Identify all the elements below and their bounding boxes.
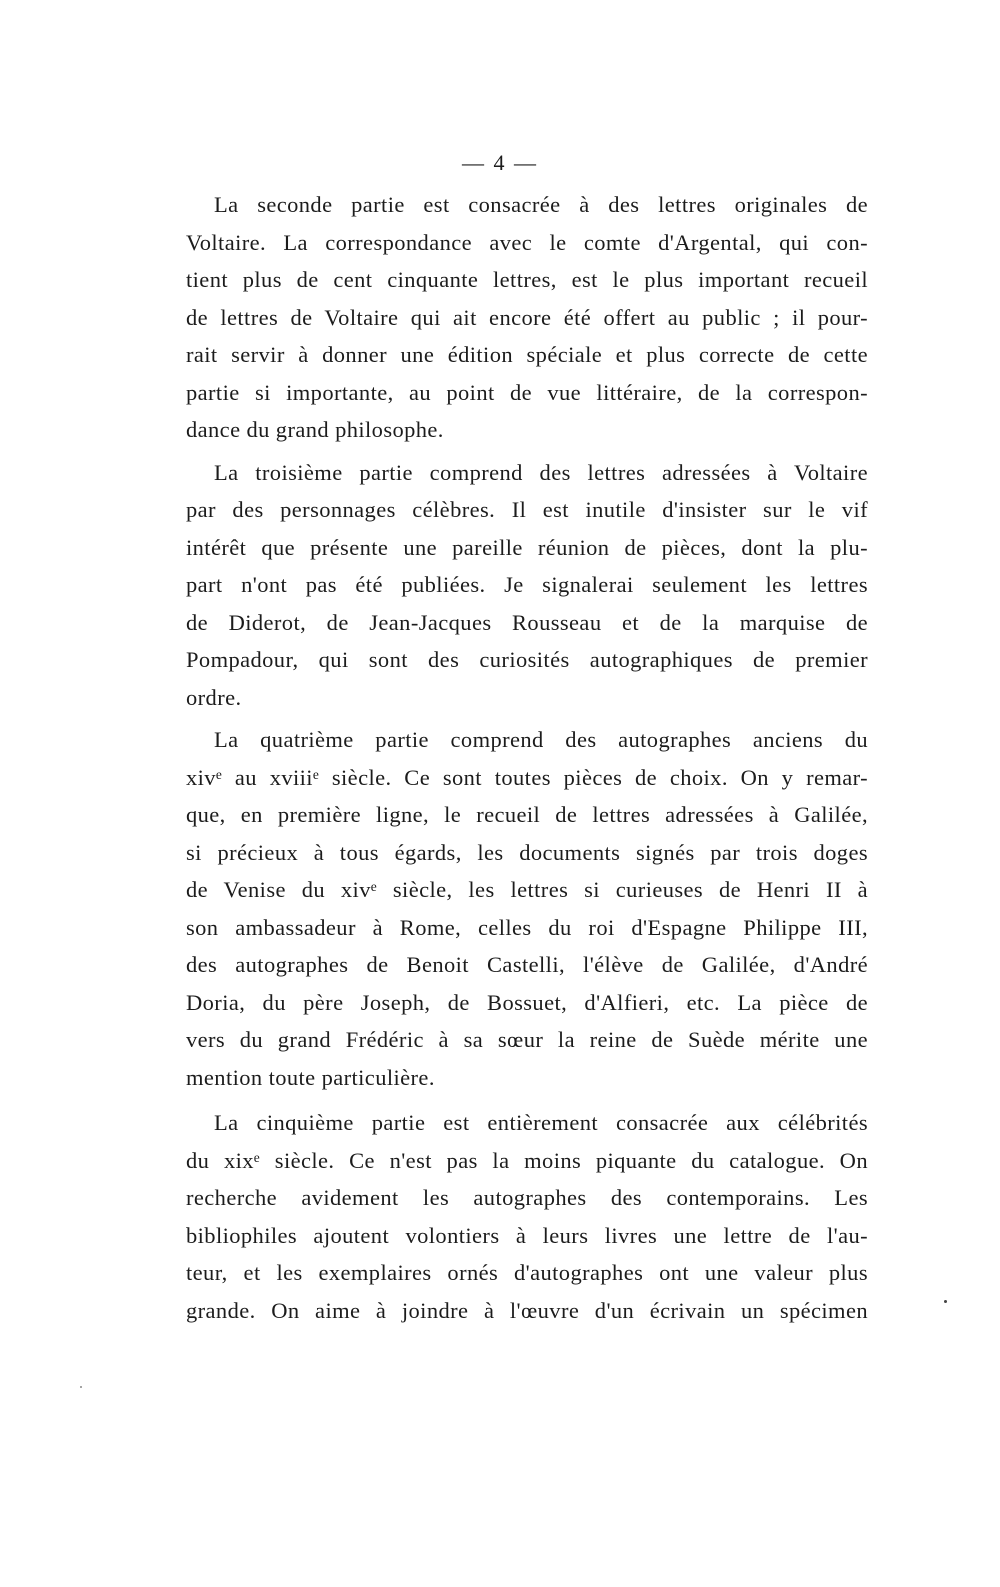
text-line: mention toute particulière. xyxy=(186,1064,435,1090)
text-line: intérêt que présente une pareille réunion de pièces, dont la plu- xyxy=(186,534,868,560)
paragraph-2 xyxy=(186,454,868,717)
text-line: des autographes de Benoit Castelli, l'élève de Galilée, d'André xyxy=(186,952,868,977)
body-text xyxy=(186,186,868,1329)
text-line: grande. On aime à joindre à l'œuvre d'un écrivain un spécimen xyxy=(186,1297,868,1323)
text-line: part n'ont pas été publiées. Je signalerai seulement les lettres xyxy=(186,572,868,597)
text-line: que, en première ligne, le recueil de lettres adressées à Galilée, xyxy=(186,802,868,827)
text-line: partie si importante, au point de vue littéraire, de la correspon- xyxy=(186,379,868,405)
text-line: tient plus de cent cinquante lettres, est le plus important recueil xyxy=(186,267,868,292)
text-line: La cinquième partie est entièrement consacrée aux célébrités xyxy=(214,1110,868,1135)
text-line: recherche avidement les autographes des contemporains. Les xyxy=(186,1185,868,1210)
text-line: teur, et les exemplaires ornés d'autographes ont une valeur plus xyxy=(186,1260,868,1285)
text-line: Pompadour, qui sont des curiosités autographiques de premier xyxy=(186,647,868,672)
text-line: ordre. xyxy=(186,684,242,710)
text-line: de lettres de Voltaire qui ait encore été offert au public ; il pour- xyxy=(186,304,868,330)
text-line: Voltaire. La correspondance avec le comte d'Argental, qui con- xyxy=(186,229,868,255)
text-line: La quatrième partie comprend des autographes anciens du xyxy=(214,727,868,752)
text-line: xivᵉ au xviiiᵉ siècle. Ce sont toutes pièces de choix. On y remar- xyxy=(186,764,868,790)
text-line: Doria, du père Joseph, de Bossuet, d'Alfieri, etc. La pièce de xyxy=(186,989,868,1015)
text-line: du xixᵉ siècle. Ce n'est pas la moins piquante du catalogue. On xyxy=(186,1147,868,1173)
text-line: bibliophiles ajoutent volontiers à leurs livres une lettre de l'au- xyxy=(186,1222,868,1248)
text-line: de Venise du xivᵉ siècle, les lettres si curieuses de Henri II à xyxy=(186,877,868,902)
text-line: si précieux à tous égards, les documents signés par trois doges xyxy=(186,839,868,865)
paragraph-3 xyxy=(186,721,868,1096)
paragraph-4 xyxy=(186,1104,868,1329)
text-line: dance du grand philosophe. xyxy=(186,417,444,442)
page-number: — 4 — xyxy=(462,150,538,175)
text-line: par des personnages célèbres. Il est inutile d'insister sur le vif xyxy=(186,497,868,522)
scan-speck xyxy=(944,1300,947,1303)
text-line: La seconde partie est consacrée à des lettres originales de xyxy=(214,192,868,217)
text-line: vers du grand Frédéric à sa sœur la reine de Suède mérite une xyxy=(186,1027,868,1052)
text-line: de Diderot, de Jean-Jacques Rousseau et de la marquise de xyxy=(186,609,868,635)
text-line: La troisième partie comprend des lettres adressées à Voltaire xyxy=(214,459,868,485)
text-line: son ambassadeur à Rome, celles du roi d'Espagne Philippe III, xyxy=(186,914,868,940)
paragraph-1 xyxy=(186,186,868,449)
scan-speck xyxy=(80,1386,82,1388)
text-line: rait servir à donner une édition spéciale et plus correcte de cette xyxy=(186,342,868,367)
